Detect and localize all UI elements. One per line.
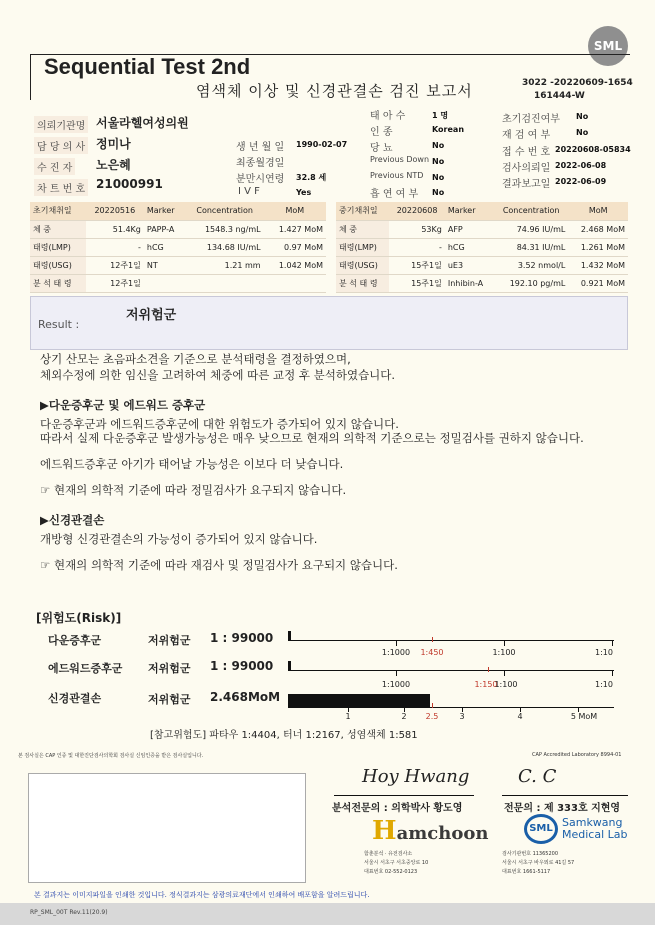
row-concentration: 74.96 IU/mL bbox=[494, 220, 568, 238]
ntd-mom-bar bbox=[288, 694, 430, 707]
row-value: 15주1일 bbox=[389, 274, 445, 292]
report-date-label: 결과보고일 bbox=[502, 179, 551, 190]
col-mom: MoM bbox=[264, 202, 326, 220]
table-row bbox=[336, 238, 628, 256]
row-value: 53Kg bbox=[389, 220, 445, 238]
down-scale-line bbox=[288, 640, 614, 641]
left-signature: Hoy Hwang bbox=[362, 766, 470, 787]
row-value: 12주1일 bbox=[86, 274, 144, 292]
result-box bbox=[30, 296, 628, 350]
report-title: Sequential Test 2nd bbox=[44, 54, 251, 79]
smoking-value: No bbox=[432, 188, 445, 197]
ntd-cutoff-label: 2.5 bbox=[425, 712, 439, 721]
risk-value-down: 1 : 99000 bbox=[210, 631, 274, 645]
diabetes-value: No bbox=[432, 141, 445, 150]
chart-value: 21000991 bbox=[96, 177, 163, 191]
edwards-tick bbox=[612, 671, 613, 676]
row-concentration bbox=[186, 274, 264, 292]
table-row bbox=[30, 256, 326, 274]
ntd-tick-label: 4 bbox=[517, 712, 523, 721]
reexam-value: No bbox=[576, 128, 589, 137]
row-value: 12주1일 bbox=[86, 256, 144, 274]
ntd-section-heading: ▶신경관결손 bbox=[40, 513, 105, 527]
edwards-tick bbox=[504, 671, 505, 676]
cap-notice: CAP Accredited Laboratory 8994-01 bbox=[532, 752, 622, 758]
doctor-value: 정미나 bbox=[96, 137, 131, 151]
row-mom: 1.432 MoM bbox=[568, 256, 628, 274]
ntd-tick-label: 2 bbox=[401, 712, 407, 721]
edwards-tick-label: 1:100 bbox=[494, 680, 518, 689]
ntd-tick-label: 3 bbox=[459, 712, 465, 721]
edwards-cutoff-label: 1:150 bbox=[474, 680, 498, 689]
down-tick-label: 1:10 bbox=[595, 648, 613, 657]
row-value: - bbox=[389, 238, 445, 256]
hamchoon-logo: Hamchoon bbox=[372, 816, 489, 846]
row-label: 태령(LMP) bbox=[336, 238, 389, 256]
table-row bbox=[30, 274, 326, 292]
prev-ntd-label: Previous NTD bbox=[370, 171, 424, 180]
col-marker: Marker bbox=[445, 202, 494, 220]
doctor-label: 담 당 의 사 bbox=[34, 137, 88, 154]
row-marker: Inhibin-A bbox=[445, 274, 494, 292]
dob-label: 생 년 월 일 bbox=[236, 142, 285, 153]
ntd-recommendation: ☞ 현재의 의학적 기준에 따라 재검사 및 정밀검사가 요구되지 않습니다. bbox=[40, 558, 398, 572]
down-comment-2: 따라서 실제 다운증후군 발생가능성은 매우 낮으므로 현재의 의학적 기준으로는 정밀검사를 권하지 않습니다. bbox=[40, 431, 584, 445]
row-value: - bbox=[86, 238, 144, 256]
table-row bbox=[336, 256, 628, 274]
row-label: 체 중 bbox=[30, 220, 86, 238]
reference-risk: [참고위험도] 파타우 1:4404, 터너 1:2167, 성염색체 1:581 bbox=[150, 730, 418, 741]
right-address-2: 서울시 서초구 바우뫼로 41길 57 bbox=[502, 860, 575, 866]
down-tick-label: 1:100 bbox=[492, 648, 516, 657]
prev-down-label: Previous Down bbox=[370, 155, 430, 164]
down-recommendation: ☞ 현재의 의학적 기준에 따라 정밀검사가 요구되지 않습니다. bbox=[40, 483, 347, 497]
row-mom: 1.261 MoM bbox=[568, 238, 628, 256]
result-value: 저위험군 bbox=[126, 308, 177, 323]
age-label: 분만시연령 bbox=[236, 174, 285, 185]
reexam-label: 재 검 여 부 bbox=[502, 130, 551, 141]
risk-value-ntd: 2.468MoM bbox=[210, 690, 281, 704]
col-concentration: Concentration bbox=[186, 202, 264, 220]
down-cutoff-tick bbox=[432, 637, 433, 642]
race-label: 인 종 bbox=[370, 127, 393, 138]
fetus-value: 1 명 bbox=[432, 111, 449, 120]
risk-heading: [위험도(Risk)] bbox=[36, 611, 122, 625]
fetus-label: 태 아 수 bbox=[370, 111, 406, 122]
row-marker: AFP bbox=[445, 220, 494, 238]
col-marker: Marker bbox=[144, 202, 186, 220]
race-value: Korean bbox=[432, 125, 465, 134]
left-signature-line bbox=[334, 795, 474, 796]
row-concentration: 1548.3 ng/mL bbox=[186, 220, 264, 238]
edwards-tick-label: 1:10 bbox=[595, 680, 613, 689]
down-cutoff-label: 1:450 bbox=[420, 648, 444, 657]
edwards-comment: 에드워드증후군 아기가 태어날 가능성은 이보다 더 낮습니다. bbox=[40, 457, 344, 471]
report-number: 3022 -20220609-1654 bbox=[522, 78, 633, 88]
edwards-tick-label: 1:1000 bbox=[381, 680, 411, 689]
table-row bbox=[30, 238, 326, 256]
row-concentration: 134.68 IU/mL bbox=[186, 238, 264, 256]
form-code: RP_SML_00T Rev.11(20.9) bbox=[30, 909, 108, 916]
row-concentration: 3.52 nmol/L bbox=[494, 256, 568, 274]
row-label: 체 중 bbox=[336, 220, 389, 238]
risk-name-down: 다운증후군 bbox=[48, 634, 102, 647]
second-date-label: 중기채취일 bbox=[336, 202, 389, 220]
report-date-value: 2022-06-09 bbox=[555, 177, 607, 186]
down-tick bbox=[612, 641, 613, 646]
footer-notice: 본 결과지는 이미지파일을 인쇄한 것입니다. 정식결과지는 삼광의료재단에서 인쇄하여 배포함을 알려드립니다. bbox=[34, 891, 370, 899]
patient-label: 수 진 자 bbox=[34, 158, 75, 175]
edwards-tick bbox=[396, 671, 397, 676]
chart-label: 차 트 번 호 bbox=[34, 179, 88, 196]
ntd-comment: 개방형 신경관결손의 가능성이 증가되어 있지 않습니다. bbox=[40, 532, 318, 546]
ntd-tick-label: 1 bbox=[345, 712, 351, 721]
row-label: 분 석 태 령 bbox=[336, 274, 389, 292]
report-number-suffix: 161444-W bbox=[534, 91, 585, 101]
request-date-value: 2022-06-08 bbox=[555, 161, 607, 170]
accreditation-notice: 본 검사실은 CAP 인증 및 대한진단검사의학회 검사실 신임인증을 받은 검사실입니다. bbox=[18, 753, 204, 759]
right-address-1: 검사기관번호 11365200 bbox=[502, 851, 559, 857]
row-value: 15주1일 bbox=[389, 256, 445, 274]
sml-lab-name-1: Samkwang bbox=[562, 816, 623, 829]
left-address-3: 대표번호 02-552-0123 bbox=[364, 869, 418, 875]
row-mom bbox=[264, 274, 326, 292]
risk-grade-down: 저위험군 bbox=[148, 634, 191, 647]
risk-name-edwards: 에드워드증후군 bbox=[48, 662, 123, 675]
edwards-cutoff-tick bbox=[488, 667, 489, 672]
right-signature-line bbox=[502, 795, 628, 796]
right-signer-title: 전문의 : 제 333호 지현영 bbox=[504, 803, 621, 814]
row-marker: hCG bbox=[445, 238, 494, 256]
patient-value: 노은혜 bbox=[96, 158, 131, 172]
row-marker: NT bbox=[144, 256, 186, 274]
ivf-label: I V F bbox=[238, 186, 260, 197]
prev-ntd-value: No bbox=[432, 173, 445, 182]
down-comment-1: 다운증후군과 에드워드증후군에 대한 위험도가 증가되어 있지 않습니다. bbox=[40, 417, 399, 431]
left-address-1: 함춘분석 · 유전검사소 bbox=[364, 851, 413, 857]
right-address-3: 대표번호 1661-5117 bbox=[502, 869, 551, 875]
risk-grade-edwards: 저위험군 bbox=[148, 662, 191, 675]
left-address-2: 서울시 서초구 서초중앙로 10 bbox=[364, 860, 429, 866]
row-marker: PAPP-A bbox=[144, 220, 186, 238]
ntd-cutoff-tick bbox=[432, 703, 433, 708]
row-concentration: 192.10 pg/mL bbox=[494, 274, 568, 292]
row-label: 분 석 태 령 bbox=[30, 274, 86, 292]
second-date-value: 20220608 bbox=[389, 202, 445, 220]
row-value: 51.4Kg bbox=[86, 220, 144, 238]
result-label: Result : bbox=[38, 318, 80, 331]
age-value: 32.8 세 bbox=[296, 173, 327, 182]
receipt-label: 접 수 번 호 bbox=[502, 147, 551, 158]
row-label: 태령(USG) bbox=[336, 256, 389, 274]
dob-value: 1990-02-07 bbox=[296, 140, 348, 149]
smoking-label: 흡 연 여 부 bbox=[370, 189, 419, 200]
comment-intro-2: 체외수정에 의한 임신을 고려하여 체중에 따른 교정 후 분석하였습니다. bbox=[40, 368, 396, 382]
ntd-tick-label: 5 MoM bbox=[570, 712, 598, 721]
table-row bbox=[336, 220, 628, 238]
prev-down-value: No bbox=[432, 157, 445, 166]
row-marker: uE3 bbox=[445, 256, 494, 274]
second-sample-table bbox=[336, 202, 628, 293]
row-mom: 1.427 MoM bbox=[264, 220, 326, 238]
col-concentration: Concentration bbox=[494, 202, 568, 220]
down-tick-label: 1:1000 bbox=[381, 648, 411, 657]
table-row bbox=[30, 220, 326, 238]
row-marker bbox=[144, 274, 186, 292]
right-signature: C. C bbox=[518, 766, 557, 787]
diabetes-label: 당 뇨 bbox=[370, 143, 393, 154]
lmp-label: 최종월경일 bbox=[236, 158, 285, 169]
institution-label: 의뢰기관명 bbox=[34, 116, 88, 133]
row-label: 태령(USG) bbox=[30, 256, 86, 274]
ivf-value: Yes bbox=[296, 188, 312, 197]
ntd-scale-line bbox=[288, 707, 614, 708]
row-marker: hCG bbox=[144, 238, 186, 256]
row-label: 태령(LMP) bbox=[30, 238, 86, 256]
row-mom: 2.468 MoM bbox=[568, 220, 628, 238]
table-row bbox=[336, 274, 628, 292]
row-concentration: 84.31 IU/mL bbox=[494, 238, 568, 256]
report-subtitle: 염색체 이상 및 신경관결손 검진 보고서 bbox=[196, 82, 473, 100]
table-header-row bbox=[30, 202, 326, 220]
risk-value-edwards: 1 : 99000 bbox=[210, 659, 274, 673]
institution-value: 서울라헬여성의원 bbox=[96, 116, 189, 130]
sml-lab-logo: SML bbox=[524, 814, 558, 844]
sml-logo: SML bbox=[588, 26, 628, 66]
first-date-label: 초기채취일 bbox=[30, 202, 86, 220]
col-mom: MoM bbox=[568, 202, 628, 220]
table-header-row bbox=[336, 202, 628, 220]
row-mom: 1.042 MoM bbox=[264, 256, 326, 274]
doctor-comment-box bbox=[28, 773, 306, 883]
edwards-scale-line bbox=[288, 670, 614, 671]
first-exam-label: 초기검진여부 bbox=[502, 114, 560, 125]
receipt-value: 20220608-05834 bbox=[555, 145, 631, 154]
request-date-label: 검사의뢰일 bbox=[502, 163, 551, 174]
row-concentration: 1.21 mm bbox=[186, 256, 264, 274]
first-date-value: 20220516 bbox=[86, 202, 144, 220]
down-tick bbox=[504, 641, 505, 646]
risk-grade-ntd: 저위험군 bbox=[148, 693, 191, 706]
row-mom: 0.921 MoM bbox=[568, 274, 628, 292]
comment-intro-1: 상기 산모는 초음파소견을 기준으로 분석태령을 결정하였으며, bbox=[40, 352, 351, 366]
sml-lab-name-2: Medical Lab bbox=[562, 828, 628, 841]
down-tick bbox=[396, 641, 397, 646]
first-sample-table bbox=[30, 202, 326, 293]
down-section-heading: ▶다운증후군 및 에드워드 증후군 bbox=[40, 398, 206, 412]
first-exam-value: No bbox=[576, 112, 589, 121]
risk-name-ntd: 신경관결손 bbox=[48, 692, 102, 705]
left-signer-title: 분석전문의 : 의학박사 황도영 bbox=[332, 803, 463, 814]
row-mom: 0.97 MoM bbox=[264, 238, 326, 256]
